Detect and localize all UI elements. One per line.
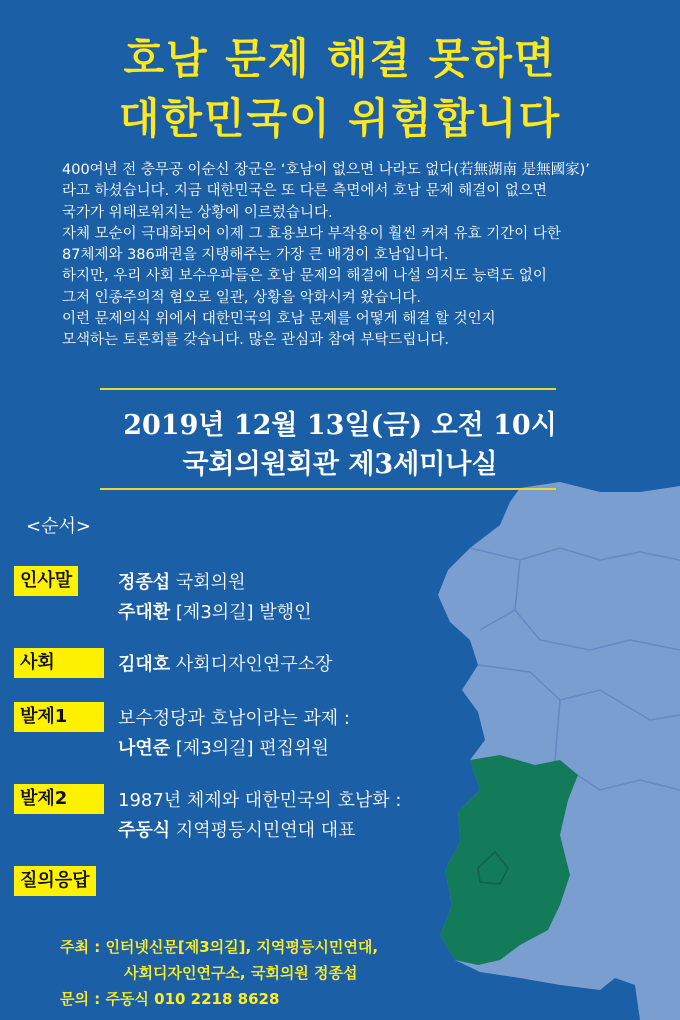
talk2-topic: 1987년 체제와 대한민국의 호남화 : (118, 790, 402, 811)
intro-line: 모색하는 토론회를 갖습니다. 많은 관심과 참여 부탁드립니다. (62, 332, 450, 349)
host-line2: 사회디자인연구소, 국회의원 정종섭 (124, 964, 358, 982)
intro-paragraph (62, 160, 652, 352)
greeting-speaker2 (118, 598, 311, 624)
intro-line: 자체 모순이 극대화되어 이제 그 효용보다 부작용이 훨씬 커져 유효 기간이 다한 (62, 225, 561, 242)
speaker-name: 나연준 (118, 738, 171, 759)
divider-bottom (100, 488, 556, 490)
talk1-tag: 발제1 (14, 702, 104, 732)
moderator (118, 650, 332, 676)
contact-info: 주동식 010 2218 8628 (105, 990, 280, 1008)
speaker-name: 주동식 (118, 820, 171, 841)
contact-label: 문의 : (60, 990, 101, 1008)
contact-line (60, 988, 279, 1009)
talk1-speaker (118, 734, 329, 760)
divider-top (100, 388, 556, 390)
headline-line1: 호남 문제 해결 못하면 (123, 34, 557, 83)
speaker-name: 김대호 (118, 654, 171, 675)
event-datetime: 2019년 12월 13일(금) 오전 10시 (123, 410, 557, 441)
intro-line: 이런 문제의식 위에서 대한민국의 호남 문제를 어떻게 해결 할 것인지 (62, 311, 496, 328)
talk1-topic: 보수정당과 호남이라는 과제 : (118, 708, 350, 729)
moderator-tag: 사회 (14, 648, 104, 678)
speaker-name: 정종섭 (118, 572, 171, 593)
event-venue: 국회의원회관 제3세미나실 (182, 449, 498, 480)
speaker-role: 사회디자인연구소장 (175, 654, 333, 675)
qa-tag: 질의응답 (14, 866, 96, 896)
intro-line: 국가가 위태로워지는 상황에 이르렀습니다. (62, 204, 333, 221)
host-label: 주최 : (60, 938, 101, 956)
talk2-speaker (118, 816, 356, 842)
speaker-role: [제3의길] 발행인 (175, 602, 312, 623)
host-orgs: 인터넷신문[제3의길], 지역평등시민연대, (105, 938, 379, 956)
greeting-tag: 인사말 (14, 566, 78, 596)
program-heading: <순서> (26, 516, 91, 537)
intro-line: 87체제와 386패권을 지탱해주는 가장 큰 배경이 호남입니다. (62, 247, 449, 264)
speaker-role: [제3의길] 편집위원 (175, 738, 329, 759)
host-line1 (60, 936, 378, 957)
intro-line: 그저 인종주의적 혐오로 일관, 상황을 악화시켜 왔습니다. (62, 289, 422, 306)
talk2-tag: 발제2 (14, 784, 104, 814)
intro-line: 400여년 전 충무공 이순신 장군은 ‘호남이 없으면 나라도 없다(若無湖南 是無國家)’ (62, 162, 590, 178)
intro-line: 하지만, 우리 사회 보수우파들은 호남 문제의 해결에 나설 의지도 능력도 없이 (62, 268, 547, 285)
headline-line2: 대한민국이 위험합니다 (118, 94, 562, 143)
intro-line: 라고 하셨습니다. 지금 대한민국은 또 다른 측면에서 호남 문제 해결이 없으면 (62, 183, 547, 200)
greeting-speaker1 (118, 568, 245, 594)
speaker-role: 지역평등시민연대 대표 (175, 820, 356, 841)
speaker-role: 국회의원 (175, 572, 246, 593)
speaker-name: 주대환 (118, 602, 171, 623)
